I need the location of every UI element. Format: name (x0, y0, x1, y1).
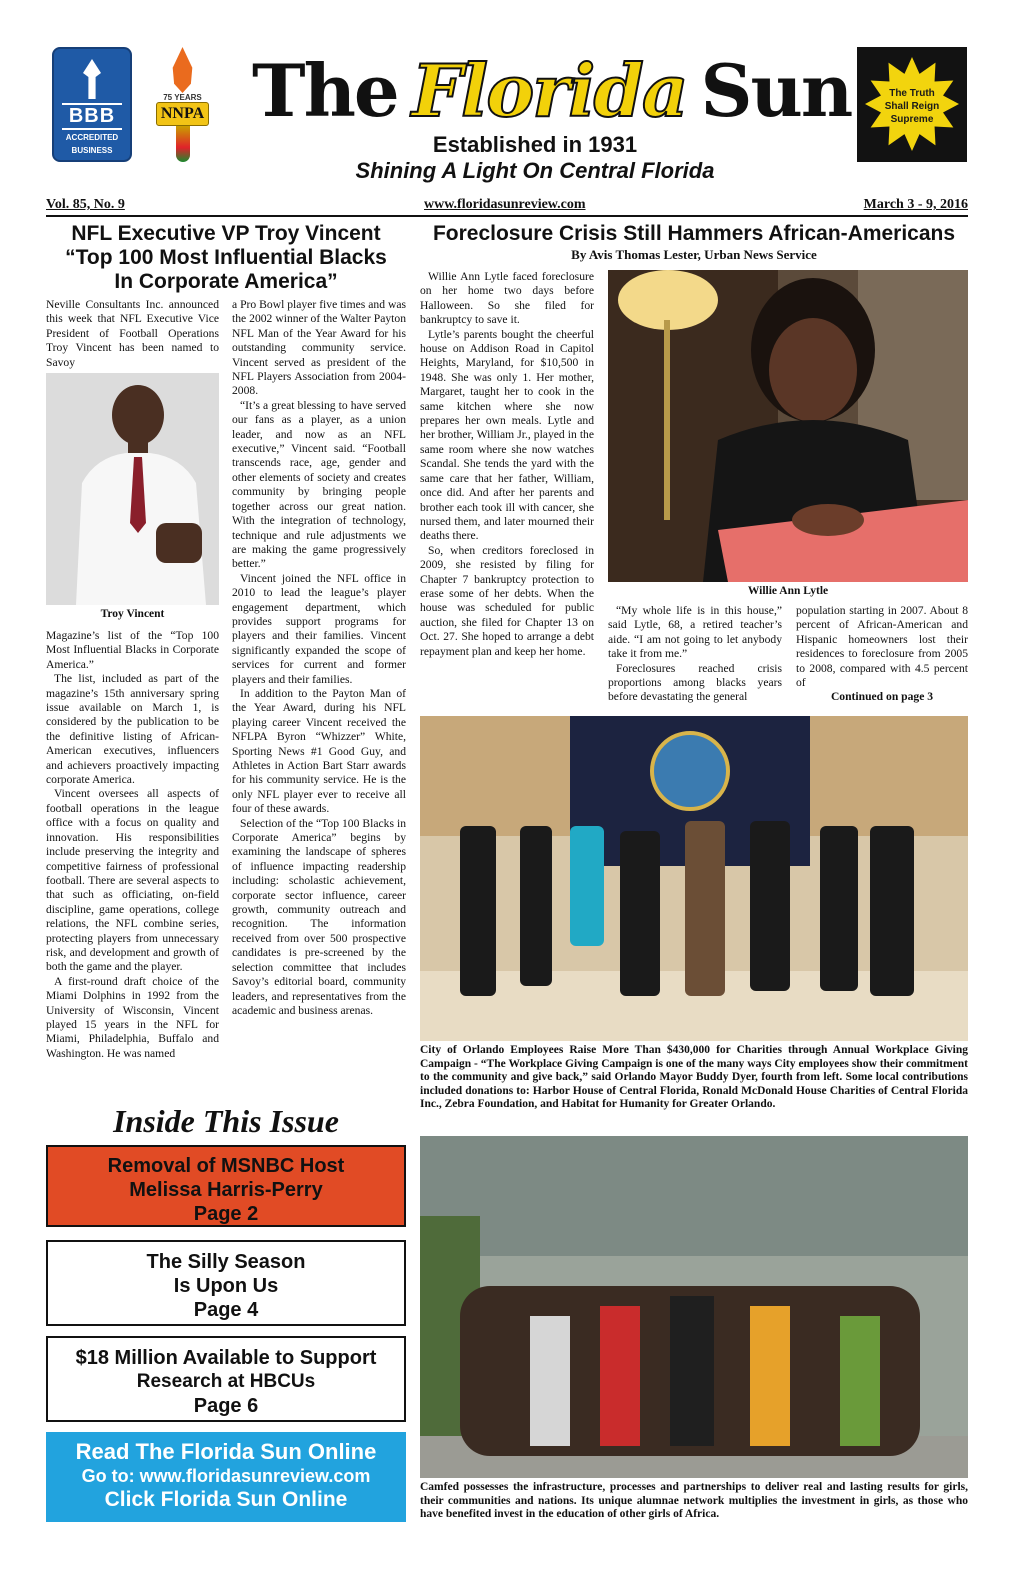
teaser-line: Page 4 (193, 1299, 259, 1321)
troy-vincent-photo (46, 373, 219, 605)
bbb-business-text: BUSINESS (71, 146, 113, 155)
troy-vincent-headline (46, 222, 406, 294)
paragraph: “My whole life is in this house,” said Lytle, 68, a retired teacher’s aide. “I am not going to let anybody take it from me.” (608, 604, 782, 661)
foreclosure-byline: By Avis Thomas Lester, Urban News Service (571, 247, 817, 262)
nnpa-torch-base (176, 126, 190, 162)
paragraph: Vincent joined the NFL office in 2010 to lead the league’s player engagement department, which provides support programs for players and their families. Vincent significantly expanded the scope of services for current and former players and their families. (232, 571, 406, 686)
bbb-accredited-logo (52, 47, 132, 162)
paragraph: In addition to the Payton Man of the Year Award, during his NFL playing career Vincent received the NFLPA Byron “Whizzer” White, Sporting News #1 Good Guy, and Athletes in Action Bart Starr awards for his community service. He is the only NFL player ever to receive all four of these awards. (232, 686, 406, 816)
teaser-line: Page 6 (193, 1395, 259, 1417)
teaser-line: Is Upon Us (173, 1275, 279, 1297)
headline-line: In Corporate America” (114, 270, 338, 293)
paragraph: The list, included as part of the magazine’s 15th anniversary spring issue available on March 1, is considered by the publication to be the definitive listing of African-American executives, influencers and achievers proactively impacting corporate America. (46, 672, 219, 787)
issue-date: March 3 - 9, 2016 (863, 197, 968, 212)
website-link[interactable]: www.floridasunreview.com (424, 197, 586, 212)
inside-this-issue-title: Inside This Issue (113, 1103, 339, 1139)
torch-icon (77, 59, 107, 99)
teaser-line: The Silly Season (146, 1251, 306, 1273)
nameplate-sun: Sun (700, 48, 852, 133)
truth-line: The Truth (889, 88, 935, 99)
teaser-hbcu-research[interactable] (46, 1336, 406, 1422)
truth-shall-reign-badge (857, 47, 967, 162)
paragraph: Lytle’s parents bought the cheerful house on Addison Road in Capitol Heights, Maryland, for $10,500 in 1948. She was only 1. Her mother, Margaret, taught her to cook in the same kitchen where she now prepares her own meals. Lytle and her brother, William Jr., played in the same room where she now watches Scandal. She tends the yard with the same care that her father, William, once did. And after her parents and brother each took ill with cancer, she nursed them, and later mourned their deaths there. (420, 327, 594, 543)
headline-line: NFL Executive VP Troy Vincent (71, 222, 381, 245)
teaser-line: Removal of MSNBC Host (107, 1155, 345, 1177)
paragraph: population starting in 2007. About 8 percent of African-American and Hispanic homeowners lost their residences to foreclosure from 2005 to 2008, compared with 4.5 percent of (796, 604, 968, 690)
paragraph: Magazine’s list of the “Top 100 Most Influential Blacks in Corporate America.” (46, 629, 219, 671)
established-line: Established in 1931 (432, 132, 638, 157)
paragraph: a Pro Bowl player five times and was the 2002 winner of the Walter Payton NFL Man of the Year Award for his outstanding community service. Vincent served as president of the NFL Players Association from 2004-2008. (232, 298, 406, 398)
teaser-line: Research at HBCUs (136, 1371, 316, 1392)
nameplate-florida: Florida (411, 48, 687, 133)
truth-line: Shall Reign (884, 101, 940, 112)
headline-line: “Top 100 Most Influential Blacks (65, 246, 387, 269)
bbb-logo-text: BBB (62, 103, 122, 130)
paragraph: Foreclosures reached crisis proportions among blacks years before devastating the general (608, 661, 782, 704)
nnpa-years: 75 YEARS (163, 93, 202, 102)
paragraph: Selection of the “Top 100 Blacks in Corporate America” begins by examining the landscape of spheres of influence impacting readership including: scholastic achievement, corporate sector influence, career growth, community outreach and recognition. The information received from over 500 prospective candidates is pre-screened by the selection committee that includes Savoy’s editorial board, community leaders, and representatives from the academic and business arenas. (232, 816, 406, 1017)
read-online-banner[interactable] (46, 1432, 406, 1522)
nnpa-logo (145, 45, 220, 165)
orlando-photo-caption: City of Orlando Employees Raise More Than $430,000 for Charities through Annual Workplace Giving Campaign - “The Workplace Giving Campaign is one of the many ways City employees show their commitment to the community and give back,” said Orlando Mayor Buddy Dyer, fourth from left. Some local contributions included donations to: Harbor House of Central Florida, Ronald McDonald House Charities of Central Florida Inc., Zebra Foundation, and Habitat for Humanity for Greater Orlando. (420, 1044, 968, 1110)
bbb-accredited-text: ACCREDITED (65, 133, 119, 142)
willie-ann-lytle-photo (608, 270, 968, 582)
teaser-line: $18 Million Available to Support (75, 1347, 377, 1369)
tagline: Shining A Light On Central Florida (355, 158, 715, 183)
teaser-line: Melissa Harris-Perry (129, 1179, 323, 1201)
teaser-msnbc-host[interactable] (46, 1145, 406, 1227)
troy-intro-text: Neville Consultants Inc. announced this week that NFL Executive Vice President of Football Operations Troy Vincent has been named to Savoy (46, 298, 219, 369)
truth-text (857, 87, 967, 126)
orlando-employees-photo (420, 716, 968, 1041)
teaser-silly-season[interactable] (46, 1240, 406, 1326)
foreclosure-headline: Foreclosure Crisis Still Hammers African-Americans (432, 222, 956, 245)
foreclosure-col3 (796, 604, 968, 705)
paragraph: “It’s a great blessing to have served our fans as a player, as a union leader, and now as an NFL executive,” Vincent said. “Football transcends race, age, gender and other elements of society and creates community by bringing people together across our great nation. With the integration of technology, technique and rule adjustments we are making the game progressively better.” (232, 398, 406, 571)
paragraph: A first-round draft choice of the Miami Dolphins in 1992 from the University of Wisconsin, Vincent played 15 years in the NFL for Miami, Philadelphia, Buffalo and Washington. He was named (46, 974, 219, 1060)
online-line: Read The Florida Sun Online (75, 1439, 377, 1464)
foreclosure-col1 (420, 270, 594, 659)
paragraph: So, when creditors foreclosed in 2009, she resisted by filing for Chapter 7 bankruptcy protection to erase some of her debts. When the house was scheduled for public auction, she filed for Chapter 13 on Oct. 27. She hoped to arrange a debt repayment plan and keep her home. (420, 543, 594, 658)
newspaper-nameplate (252, 46, 852, 136)
online-line: Click Florida Sun Online (104, 1488, 348, 1511)
troy-photo-caption: Troy Vincent (100, 608, 165, 620)
troy-article-col1 (46, 629, 219, 1061)
nameplate-the: The (252, 48, 398, 133)
continued-on-page-link[interactable]: Continued on page 3 (830, 690, 934, 704)
camfed-group-photo (420, 1136, 968, 1478)
foreclosure-col2 (608, 604, 782, 705)
paragraph: Vincent oversees all aspects of football operations in the league office with a focus on quality and innovation. His responsibilities include preserving the integrity and competitive fairness of professional football. There are several aspects to that such as officiating, on-field discipline, game operations, college relations, the NFL combine series, protecting players from unnecessary risk, and development and growth of both the game and the player. (46, 787, 219, 974)
truth-line: Supreme (890, 114, 934, 125)
issue-info-bar (46, 197, 968, 217)
nnpa-letters: NNPA (156, 102, 209, 126)
camfed-photo-caption: Camfed possesses the infrastructure, processes and partnerships to deliver real and lasting results for girls, their communities and nations. Its unique alumnae network multiplies the investment in girls, as those who have benefited invest in the education of other girls of Africa. (420, 1481, 968, 1520)
flame-icon (169, 47, 197, 93)
paragraph: Willie Ann Lytle faced foreclosure on her home two days before Halloween. So she filed for bankruptcy to save it. (420, 270, 594, 327)
online-url[interactable]: Go to: www.floridasunreview.com (81, 1466, 371, 1486)
lytle-photo-caption: Willie Ann Lytle (747, 585, 829, 597)
teaser-line: Page 2 (193, 1203, 259, 1225)
volume-number: Vol. 85, No. 9 (46, 197, 125, 212)
troy-article-col2 (232, 298, 406, 1018)
